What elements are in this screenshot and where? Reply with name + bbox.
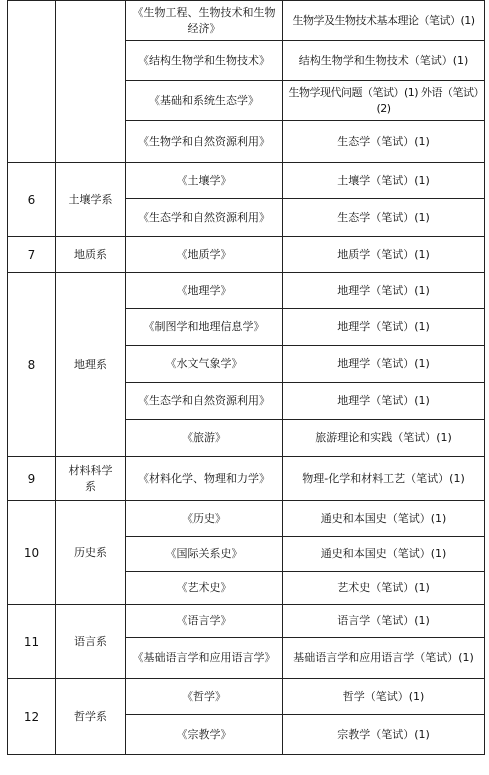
department-name: 语言系	[56, 605, 126, 679]
entrance-exam: 艺术史（笔试）(1)	[283, 572, 485, 605]
entrance-exam: 语言学（笔试）(1)	[283, 605, 485, 638]
department-name: 地质系	[56, 237, 126, 273]
row-number: 7	[8, 237, 56, 273]
specialty-course: 《材料化学、物理和力学》	[126, 457, 283, 501]
entrance-exam: 地理学（笔试）(1)	[283, 383, 485, 420]
specialty-course: 《地质学》	[126, 237, 283, 273]
department-name: 地理系	[56, 273, 126, 457]
entrance-exam: 旅游理论和实践（笔试）(1)	[283, 420, 485, 457]
table-row	[8, 605, 485, 638]
entrance-exam: 宗教学（笔试）(1)	[283, 715, 485, 755]
department-name: 材料科学系	[56, 457, 126, 501]
row-number: 12	[8, 679, 56, 755]
specialty-course: 《基础语言学和应用语言学》	[126, 638, 283, 679]
specialty-course: 《地理学》	[126, 273, 283, 309]
entrance-exam: 通史和本国史（笔试）(1)	[283, 537, 485, 572]
department-name: 哲学系	[56, 679, 126, 755]
entrance-exam: 基础语言学和应用语言学（笔试）(1)	[283, 638, 485, 679]
entrance-exam: 生物学及生物技术基本理论（笔试）(1)	[283, 1, 485, 41]
entrance-exam: 生态学（笔试）(1)	[283, 121, 485, 163]
specialty-course: 《旅游》	[126, 420, 283, 457]
entrance-exam: 通史和本国史（笔试）(1)	[283, 501, 485, 537]
row-number: 6	[8, 163, 56, 237]
entrance-exam: 地理学（笔试）(1)	[283, 273, 485, 309]
table-row	[8, 501, 485, 537]
table-row	[8, 679, 485, 715]
table-row	[8, 457, 485, 501]
department-name: 历史系	[56, 501, 126, 605]
entrance-exam: 地理学（笔试）(1)	[283, 346, 485, 383]
specialty-course: 《语言学》	[126, 605, 283, 638]
table-row	[8, 273, 485, 309]
row-number: 8	[8, 273, 56, 457]
specialty-course: 《生态学和自然资源利用》	[126, 199, 283, 237]
specialty-course: 《国际关系史》	[126, 537, 283, 572]
entrance-exam: 土壤学（笔试）(1)	[283, 163, 485, 199]
specialty-course: 《宗教学》	[126, 715, 283, 755]
specialty-course: 《水文气象学》	[126, 346, 283, 383]
specialty-course: 《基础和系统生态学》	[126, 81, 283, 121]
department-name: 土壤学系	[56, 163, 126, 237]
specialty-course: 《生物学和自然资源利用》	[126, 121, 283, 163]
exam-table-body	[8, 1, 485, 755]
row-number: 9	[8, 457, 56, 501]
entrance-exam: 结构生物学和生物技术（笔试）(1)	[283, 41, 485, 81]
entrance-exam: 物理-化学和材料工艺（笔试）(1)	[283, 457, 485, 501]
entrance-exam: 生态学（笔试）(1)	[283, 199, 485, 237]
entrance-exam: 地质学（笔试）(1)	[283, 237, 485, 273]
table-row	[8, 1, 485, 41]
specialty-course: 《哲学》	[126, 679, 283, 715]
entrance-exam: 哲学（笔试）(1)	[283, 679, 485, 715]
entrance-exam: 地理学（笔试）(1)	[283, 309, 485, 346]
specialty-course: 《制图学和地理信息学》	[126, 309, 283, 346]
specialty-course: 《艺术史》	[126, 572, 283, 605]
table-row	[8, 237, 485, 273]
entrance-exam: 生物学现代问题（笔试）(1) 外语（笔试）(2)	[283, 81, 485, 121]
row-number: 11	[8, 605, 56, 679]
specialty-course: 《历史》	[126, 501, 283, 537]
specialty-course: 《生态学和自然资源利用》	[126, 383, 283, 420]
row-number	[8, 1, 56, 163]
row-number: 10	[8, 501, 56, 605]
specialty-course: 《生物工程、生物技术和生物经济》	[126, 1, 283, 41]
specialty-exam-table	[7, 0, 485, 755]
specialty-course: 《结构生物学和生物技术》	[126, 41, 283, 81]
department-name	[56, 1, 126, 163]
table-row	[8, 163, 485, 199]
specialty-course: 《土壤学》	[126, 163, 283, 199]
